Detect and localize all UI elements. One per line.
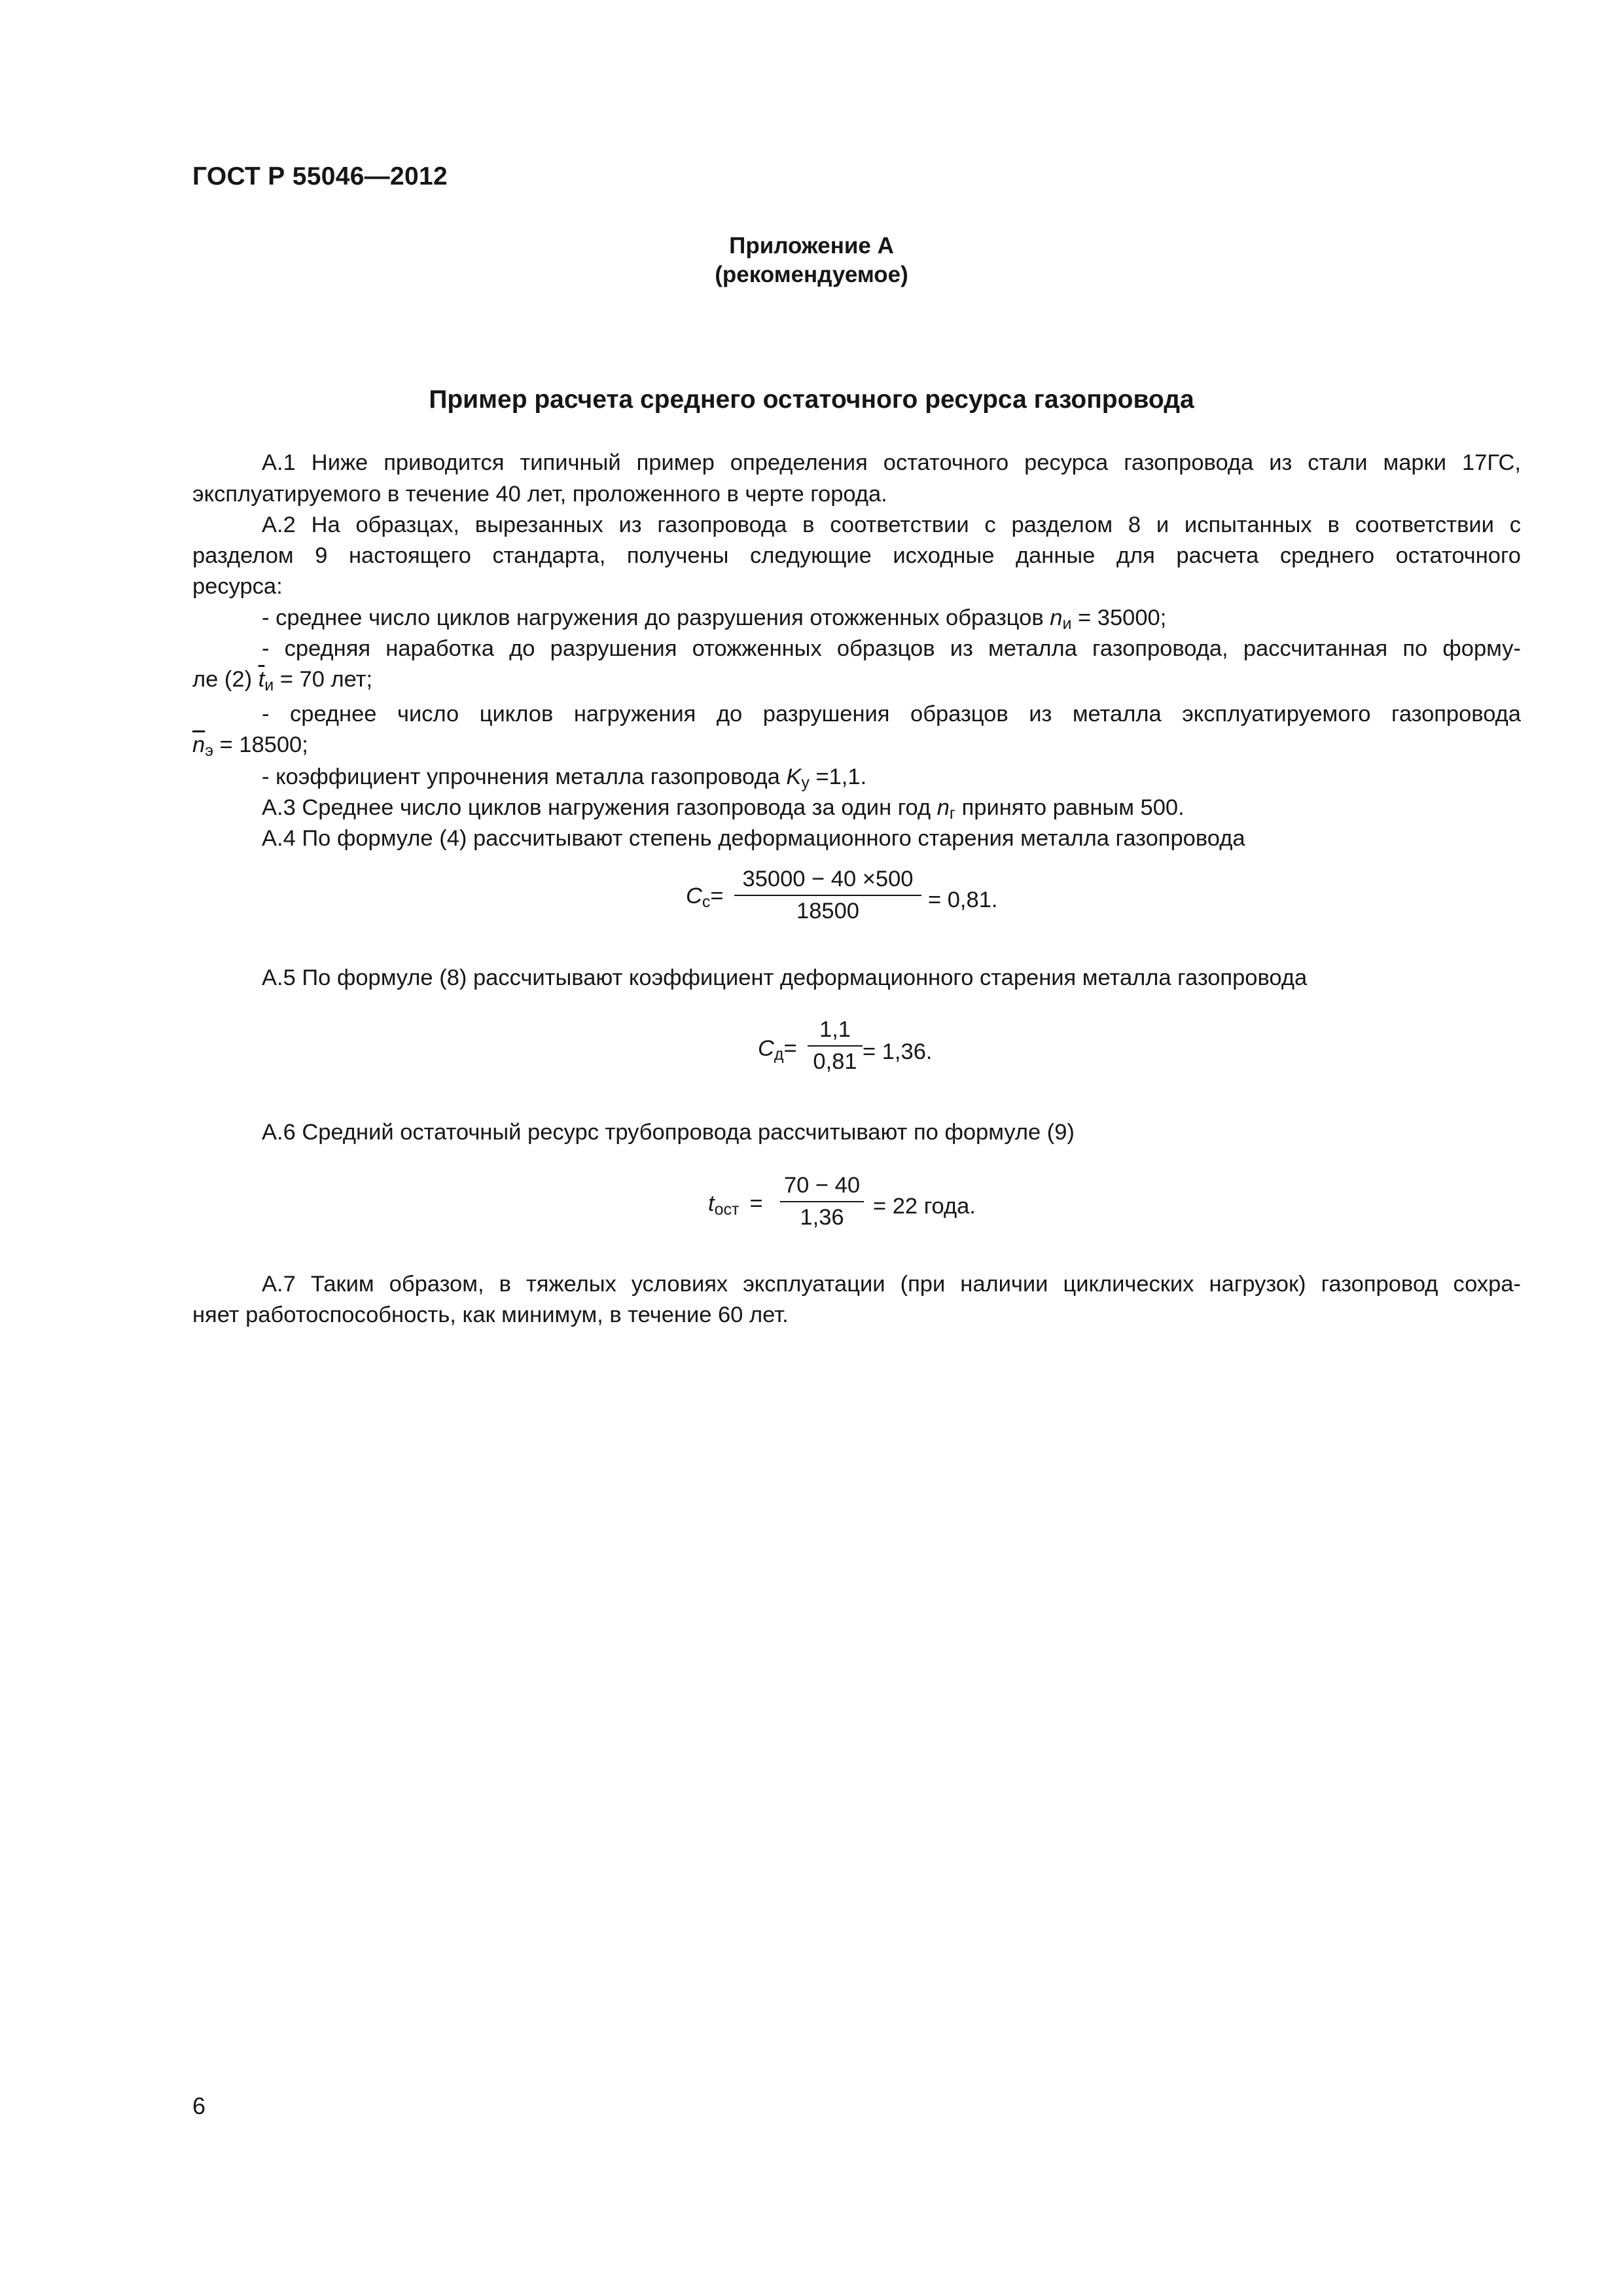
formula-tost-numerator: 70 − 40 <box>780 1174 864 1202</box>
page-number: 6 <box>192 2092 206 2119</box>
paragraph-a3: А.3 Среднее число циклов нагружения газопровода за один год $n_г$ принято равным 500. <box>262 795 1185 823</box>
formula-cd-denominator: 0,81 <box>813 1049 857 1074</box>
document-header: ГОСТ Р 55046—2012 <box>192 162 448 190</box>
bullet-cycles-annealed: - среднее число циклов нагружения до разрушения отожженных образцов $n_и = 35000$; <box>262 605 1167 633</box>
formula-cd-fraction <box>808 1018 863 1073</box>
formula-cc-result: = 0,81. <box>928 888 998 912</box>
formula-tost-denominator: 1,36 <box>800 1204 844 1230</box>
paragraph-a1-line1: А.1 Ниже приводится типичный пример определения остаточного ресурса газопровода из стали марки 17ГС, <box>262 450 1521 475</box>
appendix-title: Приложение А <box>729 233 894 259</box>
formula-cd-result: = 1,36. <box>863 1039 933 1064</box>
formula-cd-numerator: 1,1 <box>808 1018 863 1047</box>
formula-cc-fraction <box>734 868 921 922</box>
paragraph-a6: А.6 Средний остаточный ресурс трубопровода рассчитывают по формуле (9) <box>262 1120 1075 1145</box>
paragraph-a2-line3: ресурса: <box>192 574 283 599</box>
formula-cc-numerator: 35000 − 40 ×500 <box>734 868 921 896</box>
paragraph-a1-line2: эксплуатируемого в течение 40 лет, проложенного в черте города. <box>192 482 887 507</box>
paragraph-a7-line2: няет работоспособность, как минимум, в течение 60 лет. <box>192 1302 789 1327</box>
formula-cc: $C_с=$ <box>686 884 724 911</box>
paragraph-a4: А.4 По формуле (4) рассчитывают степень деформационного старения металла газопровода <box>262 826 1245 851</box>
formula-tost-result: = 22 года. <box>873 1194 976 1219</box>
bullet-cycles-operated-line1: - среднее число циклов нагружения до разрушения образцов из металла эксплуатируемого газопровода <box>262 702 1521 726</box>
paragraph-a2-line2: разделом 9 настоящего стандарта, получены следующие исходные данные для расчета среднего остаточного <box>192 543 1521 568</box>
formula-cd: $C_д=$ <box>758 1036 797 1064</box>
bullet-cycles-operated-line2: $\overline{n}_э = 18500$; <box>192 732 308 760</box>
section-title: Пример расчета среднего остаточного ресурса газопровода <box>429 386 1194 414</box>
bullet-mean-life-line1: - средняя наработка до разрушения отожженных образцов из металла газопровода, рассчитанная по форму- <box>262 636 1521 661</box>
paragraph-a7-line1: А.7 Таким образом, в тяжелых условиях эксплуатации (при наличии циклических нагрузок) газопровод сохра- <box>262 1272 1521 1297</box>
formula-cc-denominator: 18500 <box>796 898 859 924</box>
appendix-subtitle: (рекомендуемое) <box>715 262 908 287</box>
formula-tost: $t_{ост}$ = <box>708 1191 763 1219</box>
bullet-mean-life-line2: ле (2) $\overline{t}_и = 70$ лет; <box>192 667 373 694</box>
bullet-hardening-coefficient: - коэффициент упрочнения металла газопровода $K_у =1,1$. <box>262 764 867 792</box>
formula-tost-fraction <box>780 1174 864 1229</box>
paragraph-a5: А.5 По формуле (8) рассчитывают коэффициент деформационного старения металла газопровода <box>262 965 1308 990</box>
paragraph-a2-line1: А.2 На образцах, вырезанных из газопровода в соответствии с разделом 8 и испытанных в соответствии с <box>262 512 1521 537</box>
